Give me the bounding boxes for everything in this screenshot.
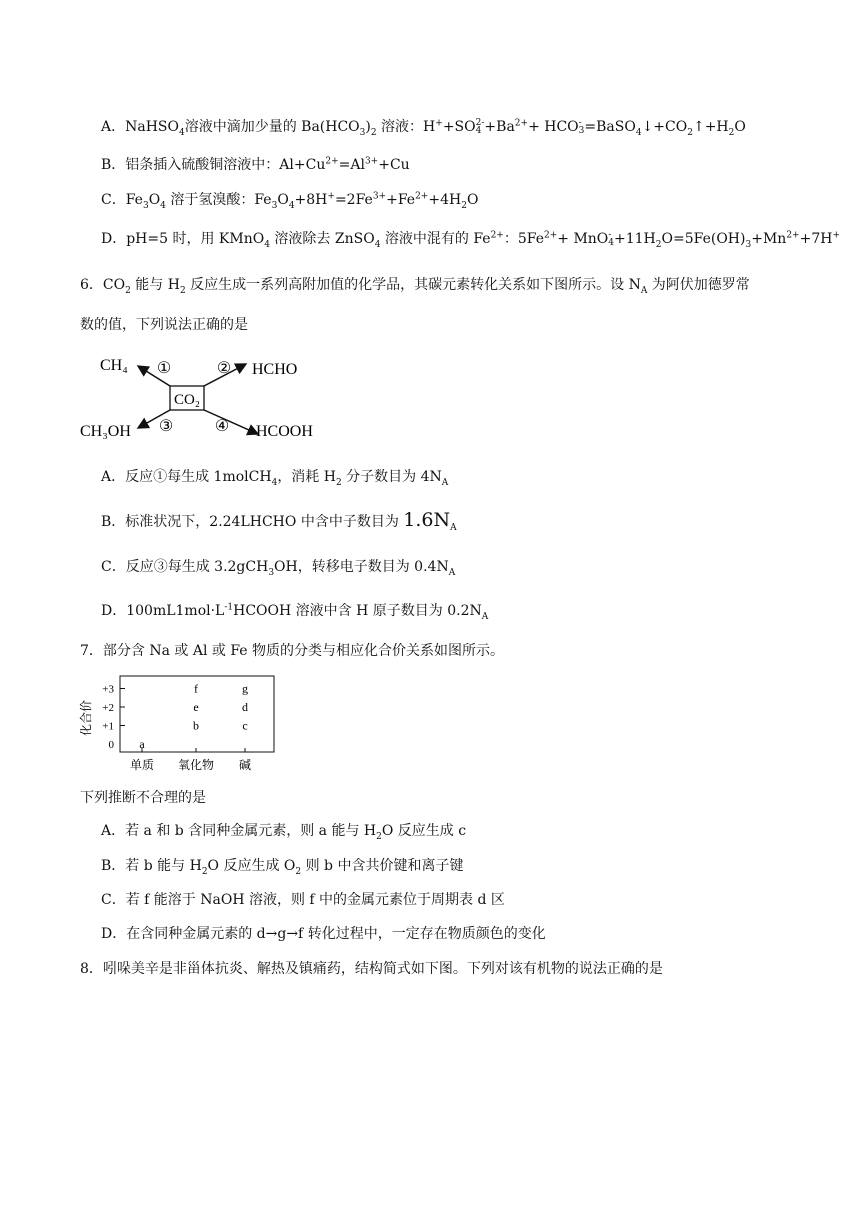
num-1: ① xyxy=(156,360,172,377)
point-c: c xyxy=(242,718,248,733)
q5-option-a: A．NaHSO$_4$溶液中滴加少量的 $Ba(HCO_3)_2$ 溶液：H++SO 2- 4 $+Ba^{2+}+$ HCO - 3 $=BaSO_4↓+CO_2↑+H_2O$ xyxy=(101,118,746,138)
point-g: g xyxy=(242,681,248,696)
y-tick-label: +2 xyxy=(102,702,114,714)
y-tick-label: +1 xyxy=(102,720,114,733)
q8-stem: 8．吲哚美辛是非甾体抗炎、解热及镇痛药，结构简式如下图。下列对该有机物的说法正确的是 xyxy=(80,961,663,977)
q5-option-d: D．pH=5 时，用 KMnO$_4$ 溶液除去 ZnSO$_4$ 溶液中混有的 $Fe^{2+}$：$5Fe^{2+}+$ MnO - 4 $+11H_2O=5Fe(OH)_3+Mn^{2+}+7H^+$ xyxy=(101,230,840,250)
x-category-label: 碱 xyxy=(238,758,252,772)
q7-option-d: D．在含同种金属元素的 d→g→f 转化过程中，一定存在物质颜色的变化 xyxy=(101,926,546,942)
q7-option-c: C．若 f 能溶于 NaOH 溶液，则 f 中的金属元素位于周期表 d 区 xyxy=(101,892,505,908)
ch4-label: CH₄ xyxy=(100,357,128,374)
q6-option-a: A．反应①每生成 1molCH$_4$，消耗 $H_2$ 分子数目为 $4N_A$ xyxy=(101,469,449,488)
q6-stem-line1: 6．$CO_2$ 能与 $H_2$ 反应生成一系列高附加值的化学品，其碳元素转化关系如下图所示。设 $N_A$ 为阿伏加德罗常 xyxy=(80,277,750,296)
q5-option-c: C．$Fe_3O_4$ 溶于氢溴酸：$Fe_3O_4+8H^+=2Fe^{3+}+Fe^{2+}+4H_2O$ xyxy=(101,191,479,211)
y-axis-label: 化合价 xyxy=(79,699,93,737)
q7-stem: 7．部分含 Na 或 Al 或 Fe 物质的分类与相应化合价关系如图所示。 xyxy=(80,643,505,659)
q7-option-b: B．若 b 能与 $H_2O$ 反应生成 $O_2$ 则 b 中含共价键和离子键 xyxy=(101,858,464,877)
arrow-4 xyxy=(204,410,258,434)
q6-option-d: D．$100mL1mol\cdot L^{-1}HCOOH$ 溶液中含 H 原子数目为 $0.2N_A$ xyxy=(101,602,489,622)
q7-followup: 下列推断不合理的是 xyxy=(80,790,206,806)
num-4: ④ xyxy=(214,418,230,435)
y-tick-label: +3 xyxy=(102,683,114,696)
y-tick-label: 0 xyxy=(108,739,114,751)
point-a: a xyxy=(139,737,145,751)
point-d: d xyxy=(242,700,248,714)
valence-chart xyxy=(78,672,278,776)
co2-conversion-diagram xyxy=(76,350,336,446)
q7-option-a: A．若 a 和 b 含同种金属元素，则 a 能与 $H_2O$ 反应生成 c xyxy=(101,823,467,842)
num-3: ③ xyxy=(158,418,174,435)
q6-stem-line2: 数的值，下列说法正确的是 xyxy=(80,317,248,333)
q5-option-b: B．铝条插入硫酸铜溶液中：$Al+Cu^{2+}=Al^{3+}+Cu$ xyxy=(101,156,410,173)
q6-option-b: B．标准状况下，2.24LHCHO 中含中子数目为 $1.6N_A$ xyxy=(101,509,457,533)
num-2: ② xyxy=(216,360,232,377)
point-f: f xyxy=(194,681,198,696)
ch3oh-label: CH₃OH xyxy=(80,423,131,440)
hcho-label: HCHO xyxy=(252,361,298,378)
point-e: e xyxy=(193,700,199,714)
q6-option-c: C．反应③每生成 3.2gCH$_3$OH，转移电子数目为 $0.4N_A$ xyxy=(101,559,456,578)
x-category-label: 单质 xyxy=(129,758,155,772)
x-category-label: 氧化物 xyxy=(177,758,215,772)
co2-label: CO₂ xyxy=(173,392,201,408)
hcooh-label: HCOOH xyxy=(256,423,313,440)
point-b: b xyxy=(193,718,199,733)
